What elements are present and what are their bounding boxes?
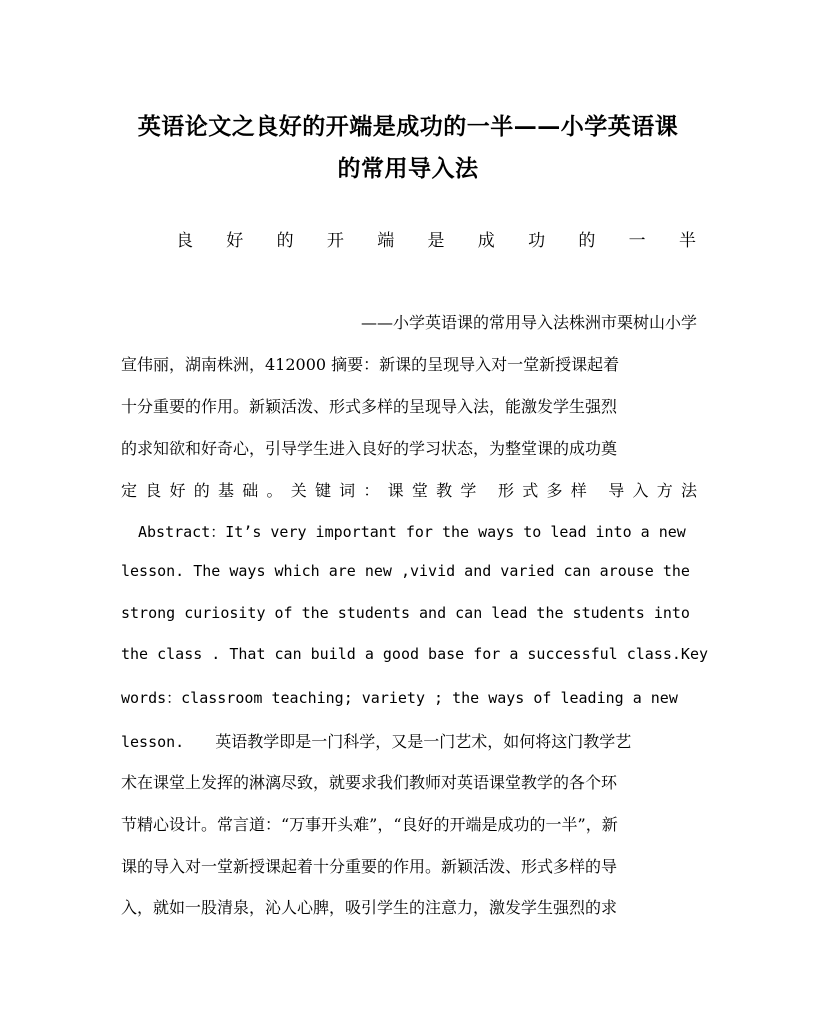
body-line: 节精心设计。常言道：“万事开头难”，“良好的开端是成功的一半”，新 [121, 815, 618, 834]
abstract-line: strong curiosity of the students and can lead the students into [121, 604, 690, 622]
subheading-char: 端 [377, 231, 395, 251]
abstract-line-end [121, 729, 631, 752]
subheading-char: 良 [176, 231, 193, 251]
body-line: 十分重要的作用。新颖活泼、形式多样的呈现导入法，能激发学生强烈 [121, 397, 618, 416]
document-title-line-1: 英语论文之良好的开端是成功的一半——小学英语课 [137, 113, 679, 140]
abstract-line: the class . That can build a good base for a successful class.Key [121, 645, 708, 663]
abstract-line: words：classroom teaching; variety ; the ways of leading a new [121, 689, 678, 707]
document-title-line-2: 的常用导入法 [337, 155, 479, 182]
spaced-subheading [176, 226, 696, 251]
subheading-char: 一 [628, 231, 646, 251]
subheading-char: 好 [226, 231, 244, 251]
subheading-char: 半 [678, 231, 696, 251]
body-line: 课的导入对一堂新授课起着十分重要的作用。新颖活泼、形式多样的导 [121, 857, 618, 876]
subheading-char: 的 [578, 231, 596, 251]
subheading-char: 是 [427, 231, 445, 251]
body-line: ——小学英语课的常用导入法株洲市栗树山小学 [360, 313, 697, 332]
body-line: 宣伟丽，湖南株洲，412000 摘要：新课的呈现导入对一堂新授课起着 [121, 355, 620, 374]
subheading-char: 开 [326, 231, 344, 251]
subheading-char: 功 [528, 231, 546, 251]
body-line: 的求知欲和好奇心，引导学生进入良好的学习状态，为整堂课的成功奠 [121, 439, 618, 458]
abstract-line: Abstract：It’s very important for the ways to lead into a new [138, 523, 686, 541]
abstract-line: lesson. The ways which are new ,vivid and varied can arouse the [121, 562, 690, 580]
body-line: 术在课堂上发挥的淋漓尽致，就要求我们教师对英语课堂教学的各个环 [121, 773, 618, 792]
abstract-end-text: lesson. [121, 733, 185, 751]
body-line: 入，就如一股清泉，沁人心脾，吸引学生的注意力，激发学生强烈的求 [121, 898, 618, 917]
subheading-char: 的 [276, 231, 294, 251]
body-text-start: 英语教学即是一门科学，又是一门艺术，如何将这门教学艺 [215, 732, 632, 751]
keywords-line: 定良好的基础。关键词：课堂教学 形式多样 导入方法 [121, 481, 697, 500]
subheading-char: 成 [477, 231, 495, 251]
